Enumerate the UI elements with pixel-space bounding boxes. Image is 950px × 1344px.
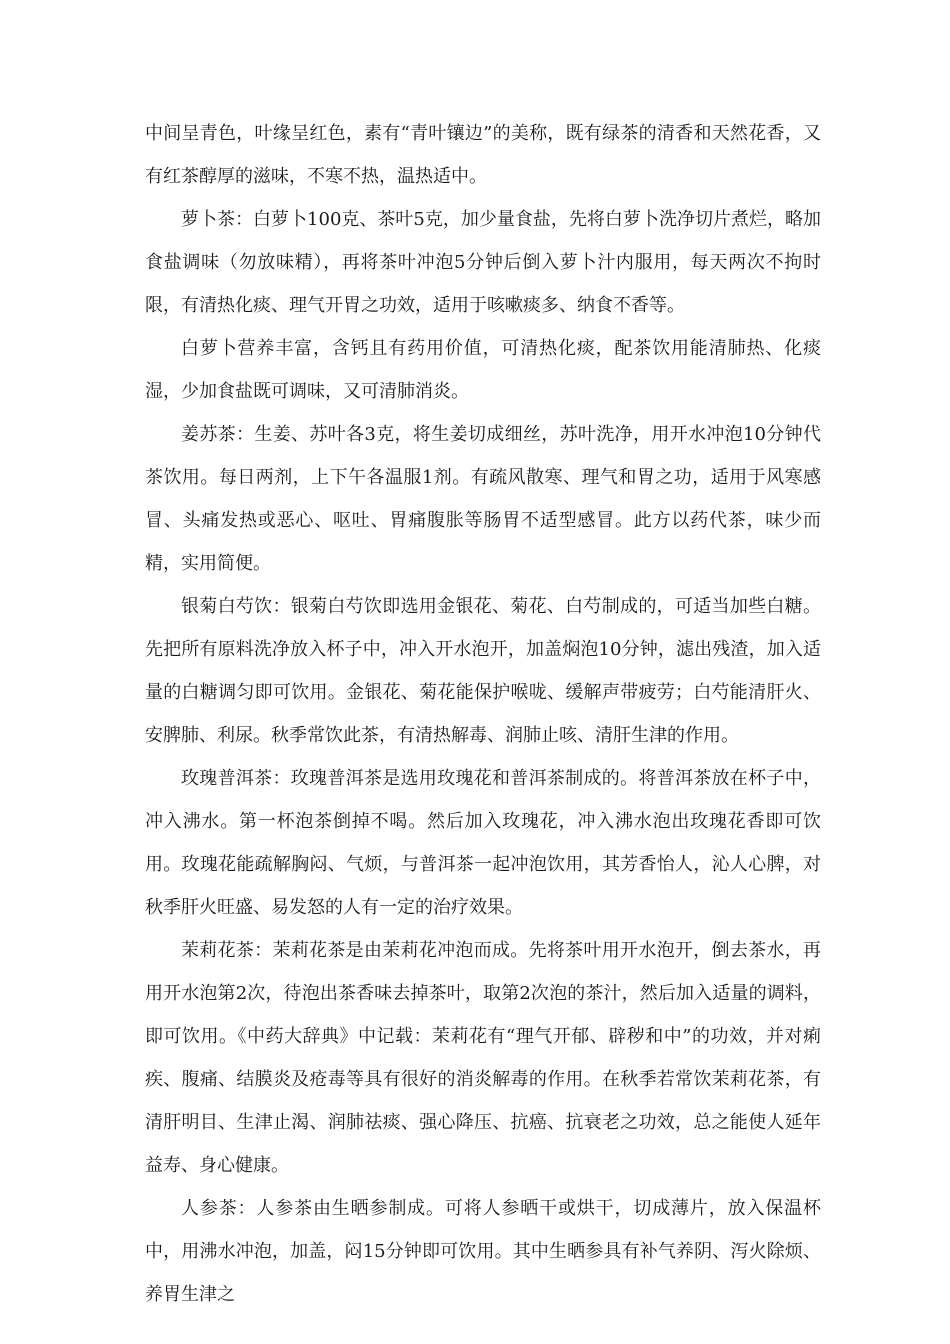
paragraph-radish-benefits: 白萝卜营养丰富，含钙且有药用价值，可清热化痰，配茶饮用能清肺热、化痰湿，少加食盐既可调味，又可清肺消炎。 [145,338,821,402]
paragraph-jasmine-tea: 茉莉花茶：茉莉花茶是由茉莉花冲泡而成。先将茶叶用开水泡开，倒去茶水，再用开水泡第2次，待泡出茶香味去掉茶叶，取第2次泡的茶汁，然后加入适量的调料，即可饮用。《中药大辞典》中记载：茉莉花有“理气开郁、辟秽和中”的功效，并对痢疾、腹痛、结膜炎及疮毒等具有很好的消炎解毒的作用。在秋季若常饮茉莉花茶，有清肝明目、生津止渴、润肺祛痰、强心降压、抗癌、抗衰老之功效，总之能使人延年益寿、身心健康。 [145,940,821,1176]
paragraph-tieguanyin-continued: 中间呈青色，叶缘呈红色，素有“青叶镶边”的美称，既有绿茶的清香和天然花香，又有红茶醇厚的滋味，不寒不热，温热适中。 [145,123,821,187]
paragraph-honeysuckle-chrysanthemum-drink: 银菊白芍饮：银菊白芍饮即选用金银花、菊花、白芍制成的，可适当加些白糖。先把所有原料洗净放入杯子中，冲入开水泡开，加盖焖泡10分钟，滤出残渣，加入适量的白糖调匀即可饮用。金银花、菊花能保护喉咙、缓解声带疲劳；白芍能清肝火、安脾肺、利尿。秋季常饮此茶，有清热解毒、润肺止咳、清肝生津的作用。 [145,596,821,746]
paragraph-ginger-perilla-tea: 姜苏茶：生姜、苏叶各3克，将生姜切成细丝，苏叶洗净，用开水冲泡10分钟代茶饮用。每日两剂，上下午各温服1剂。有疏风散寒、理气和胃之功，适用于风寒感冒、头痛发热或恶心、呕吐、胃痛腹胀等肠胃不适型感冒。此方以药代茶，味少而精，实用简便。 [145,424,821,574]
paragraph-rose-puer-tea: 玫瑰普洱茶：玫瑰普洱茶是选用玫瑰花和普洱茶制成的。将普洱茶放在杯子中，冲入沸水。第一杯泡茶倒掉不喝。然后加入玫瑰花，冲入沸水泡出玫瑰花香即可饮用。玫瑰花能疏解胸闷、气烦，与普洱茶一起冲泡饮用，其芳香怡人，沁人心脾，对秋季肝火旺盛、易发怒的人有一定的治疗效果。 [145,768,821,918]
paragraph-ginseng-tea: 人参茶：人参茶由生晒参制成。可将人参晒干或烘干，切成薄片，放入保温杯中，用沸水冲泡，加盖，闷15分钟即可饮用。其中生晒参具有补气养阴、泻火除烦、养胃生津之 [145,1198,821,1305]
document-body [145,112,821,1316]
paragraph-radish-tea: 萝卜茶：白萝卜100克、茶叶5克，加少量食盐，先将白萝卜洗净切片煮烂，略加食盐调味（勿放味精），再将茶叶冲泡5分钟后倒入萝卜汁内服用，每天两次不拘时限，有清热化痰、理气开胃之功效，适用于咳嗽痰多、纳食不香等。 [145,209,821,316]
